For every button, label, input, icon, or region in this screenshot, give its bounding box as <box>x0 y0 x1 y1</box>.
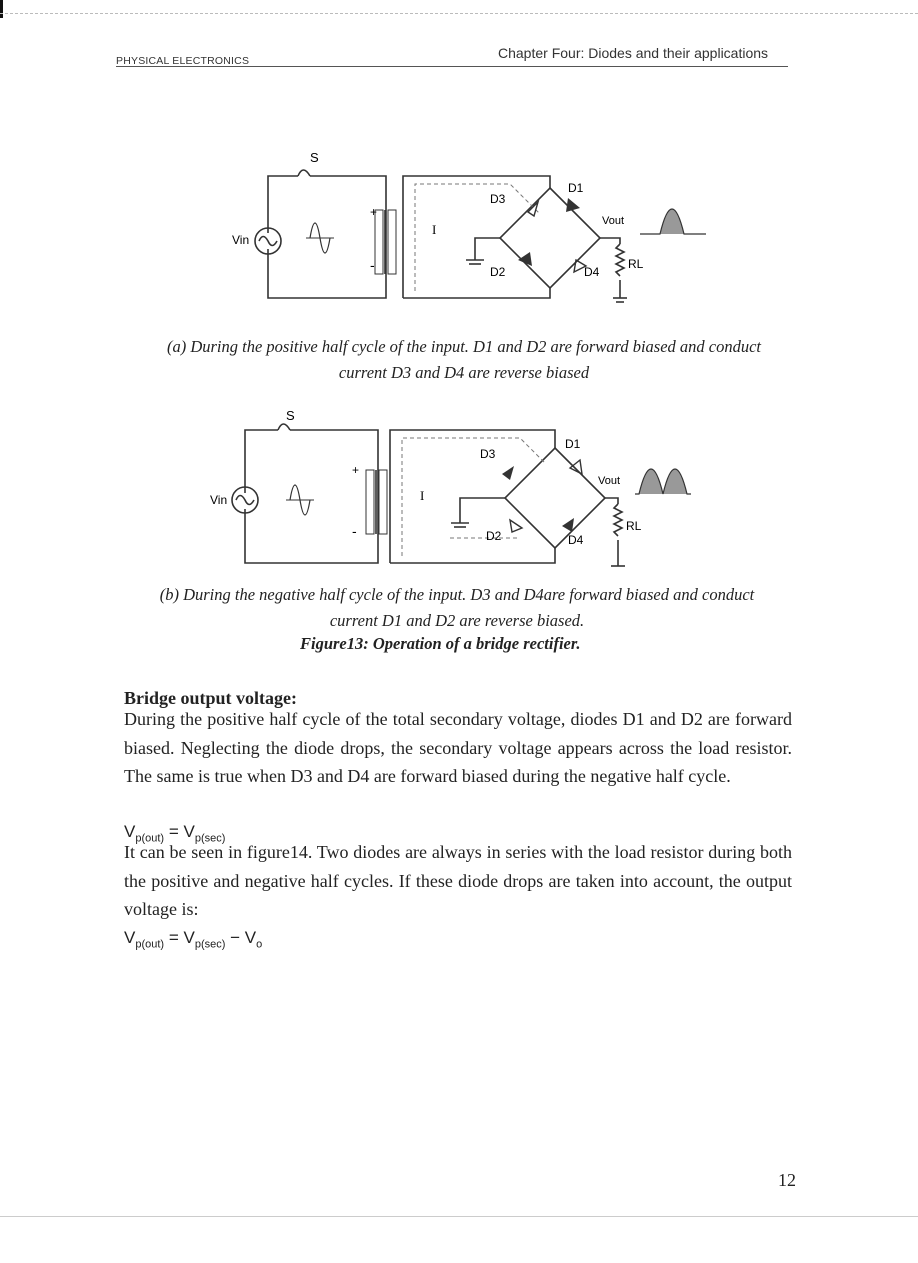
header-rule <box>116 66 788 67</box>
label-minus-b: - <box>352 523 357 539</box>
caption-b-line2: current D1 and D2 are reverse biased. <box>329 611 585 630</box>
header-right: Chapter Four: Diodes and their applications <box>498 45 769 61</box>
label-rl-b: RL <box>626 519 642 533</box>
page-number: 12 <box>778 1170 796 1190</box>
caption-a <box>124 334 804 386</box>
label-plus: + <box>370 205 378 219</box>
eq2-minus: V <box>244 928 257 947</box>
label-vin: Vin <box>232 233 250 247</box>
eq1-rhs: V <box>183 822 195 841</box>
paragraph-1: During the positive half cycle of the total secondary voltage, diodes D1 and D2 are forward biased. Neglecting the diode drops, the secondary voltage appears across the load resistor. The same is true when D3 and D4 are forward biased during the negative half cycle. <box>124 709 792 786</box>
caption-a-line1: (a) During the positive half cycle of the input. D1 and D2 are forward biased and conduct <box>166 337 762 356</box>
equation-1: $V_{p(out)} = V_{p(sec)}$ <box>124 822 226 845</box>
label-d3: D3 <box>490 192 506 206</box>
bridge-rectifier-positive-svg <box>210 148 720 308</box>
label-rl: RL <box>628 257 644 271</box>
label-switch-b: S <box>286 408 295 423</box>
section-heading: Bridge output voltage: <box>124 688 297 708</box>
scan-edge-mark <box>0 0 3 18</box>
label-minus: - <box>370 257 375 273</box>
top-scan-line <box>0 13 918 14</box>
eq2-lhs-sub: p(out) <box>135 938 165 951</box>
paragraph-2: It can be seen in figure14. Two diodes are always in series with the load resistor during both the positive and negative half cycles. If these diode drops are taken into account, the output voltage is: <box>124 842 792 919</box>
label-d4-b: D4 <box>568 533 584 547</box>
label-vout-b: Vout <box>598 475 621 487</box>
label-current: I <box>432 222 437 237</box>
label-d2-b: D2 <box>486 529 502 543</box>
caption-b <box>112 582 802 634</box>
label-plus-b: + <box>352 463 360 477</box>
eq2-lhs: V <box>124 928 136 947</box>
header-left: PHYSICAL ELECTRONICS <box>116 55 250 67</box>
bottom-scan-line <box>0 1216 918 1217</box>
label-d4: D4 <box>584 265 600 279</box>
eq2-minus-sub: o <box>256 938 263 951</box>
label-vin-b: Vin <box>210 493 228 507</box>
caption-a-line2: current D3 and D4 are reverse biased <box>338 363 590 382</box>
eq1-lhs-sub: p(out) <box>135 832 165 845</box>
equation-2: $V_{p(out)} = V_{p(sec)} - V_o$ <box>124 928 263 951</box>
circuit-diagram-a <box>210 148 720 308</box>
eq1-lhs: V <box>124 822 136 841</box>
eq2-rhs-sub: p(sec) <box>194 938 226 951</box>
figure-title: Figure13: Operation of a bridge rectifier. <box>300 634 581 653</box>
label-d1: D1 <box>568 181 584 195</box>
label-d3-b: D3 <box>480 447 496 461</box>
eq1-rhs-sub: p(sec) <box>194 832 226 845</box>
label-switch: S <box>310 150 319 165</box>
circuit-diagram-b <box>210 408 720 568</box>
label-d2: D2 <box>490 265 506 279</box>
label-current-b: I <box>420 488 425 503</box>
eq2-rhs: V <box>183 928 195 947</box>
label-d1-b: D1 <box>565 437 581 451</box>
label-vout: Vout <box>602 215 625 227</box>
caption-b-line1: (b) During the negative half cycle of the input. D3 and D4are forward biased and conduct <box>159 585 755 604</box>
bridge-rectifier-negative-svg <box>210 408 720 568</box>
